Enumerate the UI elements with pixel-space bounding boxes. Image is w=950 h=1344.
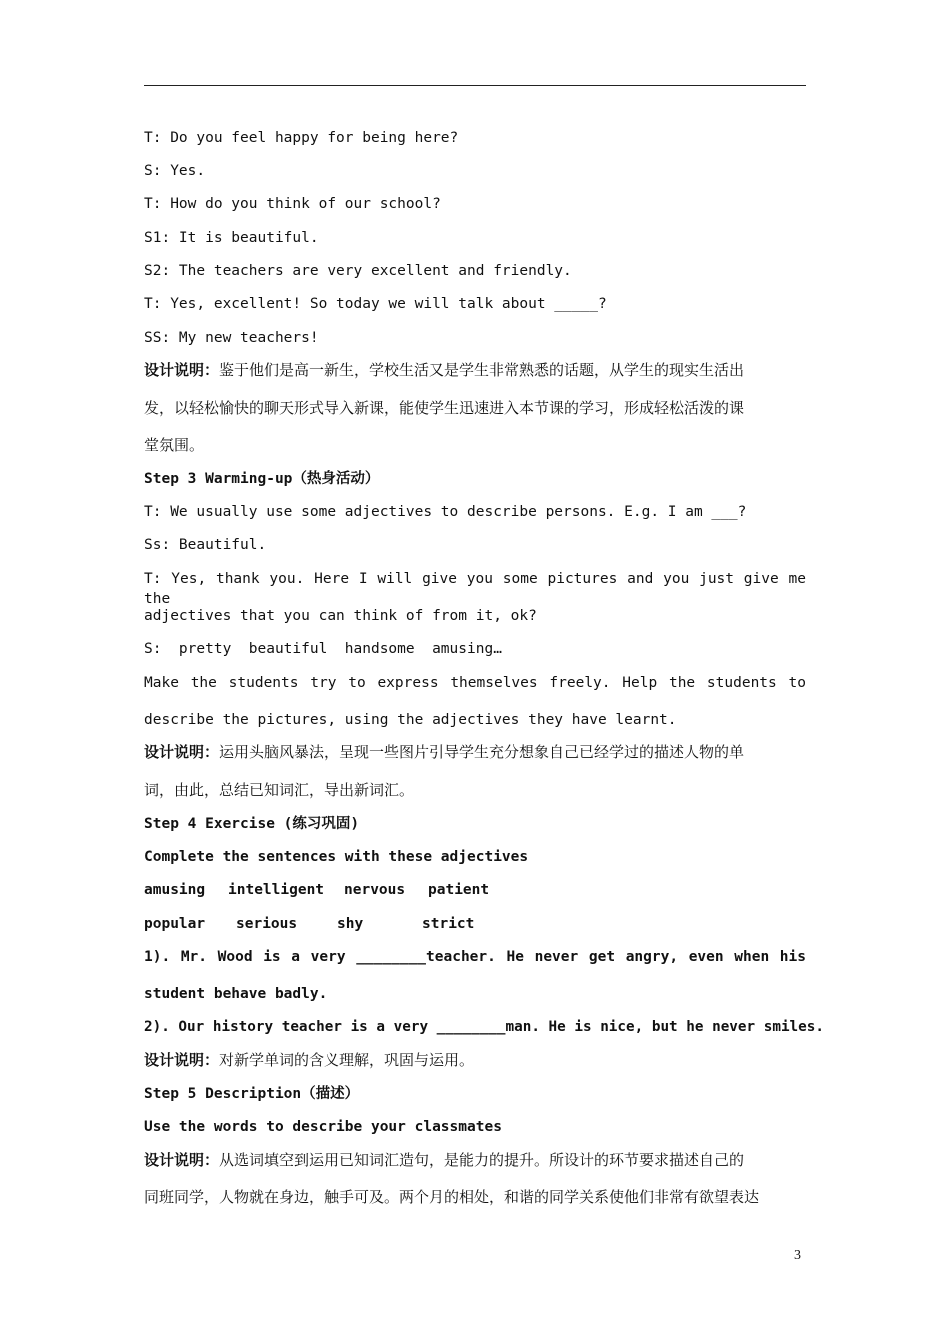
exercise-question: 1). Mr. Wood is a very ________teacher. He never get angry, even when his xyxy=(144,949,806,965)
adjective-word: amusing xyxy=(144,882,206,898)
dialogue-line: adjectives that you can think of from it, ok? xyxy=(144,608,537,624)
adjective-word: shy xyxy=(337,916,364,932)
design-note-text: 词，由此，总结已知词汇，导出新词汇。 xyxy=(144,781,415,799)
design-note xyxy=(144,1150,806,1170)
dialogue-line: T: We usually use some adjectives to describe persons. E.g. I am ___? xyxy=(144,504,747,520)
header-rule xyxy=(144,85,806,86)
page-number: 3 xyxy=(794,1248,801,1263)
design-note-label: 设计说明： xyxy=(144,1051,220,1069)
step-heading: Step 5 Description（描述） xyxy=(144,1086,360,1102)
design-note-text: 堂氛围。 xyxy=(144,436,205,454)
exercise-question: student behave badly. xyxy=(144,986,328,1002)
design-note-label: 设计说明： xyxy=(144,1151,220,1169)
design-note-label: 设计说明： xyxy=(144,743,220,761)
dialogue-line: T: Yes, thank you. Here I will give you some pictures and you just give me the xyxy=(144,571,806,607)
adjective-word: serious xyxy=(236,916,298,932)
design-note-label: 设计说明： xyxy=(144,361,220,379)
body-line: Make the students try to express themselves freely. Help the students to xyxy=(144,675,806,691)
adjective-word: nervous xyxy=(344,882,406,898)
step-heading: Step 4 Exercise (练习巩固) xyxy=(144,816,360,832)
exercise-instruction: Use the words to describe your classmates xyxy=(144,1119,502,1135)
design-note-text: 鉴于他们是高一新生，学校生活又是学生非常熟悉的话题，从学生的现实生活出 xyxy=(219,361,745,379)
adjective-row xyxy=(144,880,806,900)
design-note xyxy=(144,742,806,762)
design-note xyxy=(144,360,806,380)
design-note xyxy=(144,1050,806,1070)
adjective-word: patient xyxy=(428,882,490,898)
exercise-instruction: Complete the sentences with these adjectives xyxy=(144,849,529,865)
dialogue-line: S: Yes. xyxy=(144,163,206,179)
dialogue-line: S2: The teachers are very excellent and friendly. xyxy=(144,263,572,279)
dialogue-line: S: pretty beautiful handsome amusing… xyxy=(144,641,502,657)
adjective-word: intelligent xyxy=(228,882,325,898)
step-heading: Step 3 Warming-up（热身活动） xyxy=(144,471,380,487)
design-note-text: 运用头脑风暴法，呈现一些图片引导学生充分想象自己已经学过的描述人物的单 xyxy=(219,743,745,761)
design-note-text: 对新学单词的含义理解，巩固与运用。 xyxy=(219,1051,475,1069)
design-note-text: 从选词填空到运用已知词汇造句，是能力的提升。所设计的环节要求描述自己的 xyxy=(219,1151,745,1169)
dialogue-line: T: Do you feel happy for being here? xyxy=(144,130,459,146)
dialogue-line: SS: My new teachers! xyxy=(144,330,319,346)
body-line: describe the pictures, using the adjectives they have learnt. xyxy=(144,712,677,728)
dialogue-line: T: How do you think of our school? xyxy=(144,196,441,212)
design-note-text: 同班同学，人物就在身边，触手可及。两个月的相处，和谐的同学关系使他们非常有欲望表达 xyxy=(144,1188,760,1206)
adjective-word: strict xyxy=(422,916,475,932)
design-note-text: 发，以轻松愉快的聊天形式导入新课，能使学生迅速进入本节课的学习，形成轻松活泼的课 xyxy=(144,399,745,417)
adjective-word: popular xyxy=(144,916,206,932)
dialogue-line: T: Yes, excellent! So today we will talk about _____? xyxy=(144,296,607,312)
dialogue-line: S1: It is beautiful. xyxy=(144,230,319,246)
exercise-question: 2). Our history teacher is a very ________man. He is nice, but he never smiles. xyxy=(144,1019,824,1035)
adjective-row xyxy=(144,914,806,934)
dialogue-line: Ss: Beautiful. xyxy=(144,537,267,553)
